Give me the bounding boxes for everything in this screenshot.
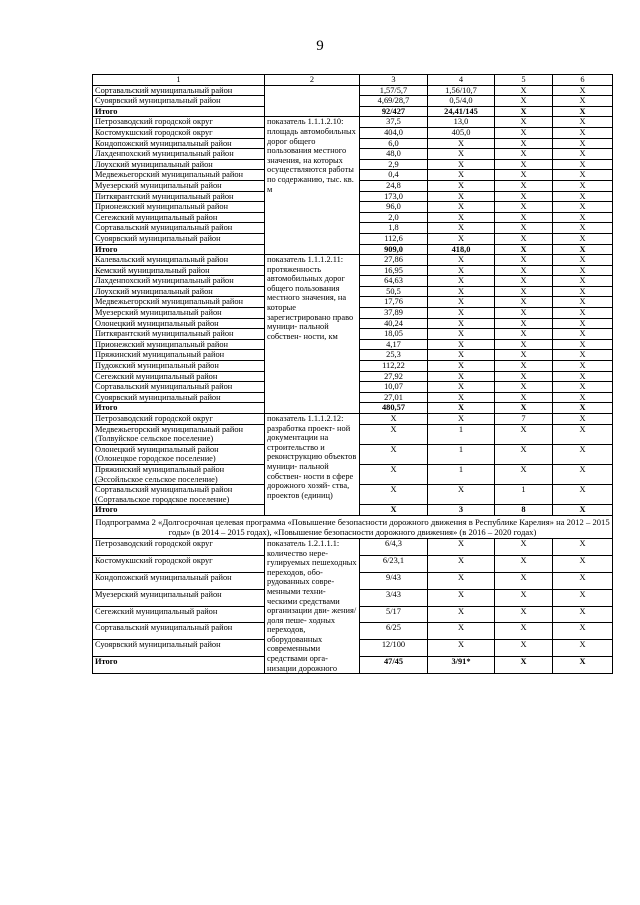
value-cell: Х	[495, 180, 553, 191]
value-cell: Х	[553, 414, 613, 425]
value-cell: Х	[495, 640, 553, 657]
district-name: Прионежский муниципальный район	[93, 339, 265, 350]
indicator-cell: показатель 1.1.1.2.11: протяженность автомобильных дорог общего пользования местного значения, на которые зарегистрировано право муници- пальной собствен- ности, км	[265, 255, 360, 414]
value-cell: 6/23,1	[360, 555, 428, 572]
value-cell: Х	[553, 212, 613, 223]
district-name: Итого	[93, 106, 265, 117]
value-cell: 8	[495, 505, 553, 516]
district-name: Сегежский муниципальный район	[93, 371, 265, 382]
value-cell: Х	[553, 392, 613, 403]
value-cell: Х	[495, 589, 553, 606]
value-cell: 27,86	[360, 255, 428, 266]
value-cell: Х	[553, 96, 613, 107]
value-cell: Х	[495, 464, 553, 484]
value-cell: Х	[428, 138, 495, 149]
value-cell: Х	[495, 424, 553, 444]
value-cell: 6/4,3	[360, 538, 428, 555]
value-cell: Х	[553, 159, 613, 170]
district-name: Сегежский муниципальный район	[93, 606, 265, 623]
value-cell: 3	[428, 505, 495, 516]
value-cell: Х	[428, 212, 495, 223]
value-cell: Х	[553, 233, 613, 244]
value-cell: Х	[553, 106, 613, 117]
value-cell: 0,4	[360, 170, 428, 181]
value-cell: Х	[428, 286, 495, 297]
district-name: Костомукшский городской округ	[93, 127, 265, 138]
district-name: Сортавальский муниципальный район	[93, 223, 265, 234]
district-name: Медвежьегорский муниципальный район	[93, 297, 265, 308]
value-cell: 173,0	[360, 191, 428, 202]
value-cell: Х	[495, 403, 553, 414]
header-cell: 4	[428, 75, 495, 86]
value-cell: 480,57	[360, 403, 428, 414]
value-cell: Х	[428, 170, 495, 181]
value-cell: Х	[495, 170, 553, 181]
value-cell: Х	[428, 202, 495, 213]
value-cell: Х	[495, 138, 553, 149]
value-cell: 27,01	[360, 392, 428, 403]
value-cell: Х	[495, 106, 553, 117]
value-cell: Х	[553, 170, 613, 181]
district-name: Пудожский муниципальный район	[93, 361, 265, 372]
district-name: Пряжинский муниципальный район (Эссойльское сельское поселение)	[93, 464, 265, 484]
value-cell: Х	[495, 444, 553, 464]
table-row	[93, 117, 613, 128]
value-cell: Х	[428, 555, 495, 572]
value-cell: 5/17	[360, 606, 428, 623]
header-cell: 1	[93, 75, 265, 86]
value-cell: 47/45	[360, 657, 428, 674]
value-cell: 9/43	[360, 572, 428, 589]
value-cell: 27,92	[360, 371, 428, 382]
value-cell: 25,3	[360, 350, 428, 361]
value-cell: 37,89	[360, 308, 428, 319]
value-cell: Х	[495, 350, 553, 361]
value-cell: Х	[495, 555, 553, 572]
value-cell: Х	[553, 329, 613, 340]
value-cell: 1,56/10,7	[428, 85, 495, 96]
district-name: Пряжинский муниципальный район	[93, 350, 265, 361]
value-cell: Х	[428, 414, 495, 425]
value-cell: Х	[495, 202, 553, 213]
value-cell: Х	[428, 180, 495, 191]
district-name: Сортавальский муниципальный район	[93, 623, 265, 640]
district-name: Калевальский муниципальный район	[93, 255, 265, 266]
value-cell: Х	[553, 361, 613, 372]
value-cell: Х	[495, 329, 553, 340]
value-cell: Х	[553, 640, 613, 657]
value-cell: Х	[428, 265, 495, 276]
value-cell: 1,8	[360, 223, 428, 234]
value-cell: Х	[495, 361, 553, 372]
header-cell: 3	[360, 75, 428, 86]
value-cell: 18,05	[360, 329, 428, 340]
value-cell: Х	[553, 657, 613, 674]
value-cell: Х	[428, 403, 495, 414]
value-cell: Х	[495, 212, 553, 223]
table-row	[93, 85, 613, 96]
value-cell: Х	[360, 464, 428, 484]
value-cell: Х	[553, 223, 613, 234]
value-cell: Х	[495, 265, 553, 276]
district-name: Сортавальский муниципальный район	[93, 382, 265, 393]
value-cell: 13,0	[428, 117, 495, 128]
value-cell: Х	[553, 444, 613, 464]
indicator-cell: показатель 1.1.1.2.10: площадь автомобильных дорог общего пользования местного значения, на которых осуществляются работы по содержанию, тыс. кв. м	[265, 117, 360, 255]
value-cell: Х	[428, 318, 495, 329]
value-cell: Х	[495, 117, 553, 128]
district-name: Муезерский муниципальный район	[93, 180, 265, 191]
value-cell: Х	[428, 572, 495, 589]
value-cell: Х	[428, 233, 495, 244]
value-cell: Х	[553, 424, 613, 444]
value-cell: Х	[495, 223, 553, 234]
value-cell: Х	[495, 286, 553, 297]
value-cell: Х	[495, 572, 553, 589]
district-name: Кондопожский муниципальный район	[93, 138, 265, 149]
district-name: Лоухский муниципальный район	[93, 286, 265, 297]
district-name: Петрозаводский городской округ	[93, 414, 265, 425]
district-name: Муезерский муниципальный район	[93, 308, 265, 319]
value-cell: 6/25	[360, 623, 428, 640]
value-cell: Х	[360, 424, 428, 444]
value-cell: Х	[428, 191, 495, 202]
subprogram-title: Подпрограмма 2 «Долгосрочная целевая программа «Повышение безопасности дорожного движения в Республике Карелия» на 2012 – 2015 годы» (в 2014 – 2015 годах), «Повышение безопасности дорожного движения» (в 2016 – 2020 годах)	[93, 515, 613, 538]
value-cell: 418,0	[428, 244, 495, 255]
value-cell: Х	[553, 149, 613, 160]
district-name: Питкярантский муниципальный район	[93, 191, 265, 202]
district-name: Сортавальский муниципальный район (Сортавальское городское поселение)	[93, 485, 265, 505]
value-cell: Х	[553, 138, 613, 149]
value-cell: Х	[553, 538, 613, 555]
value-cell: Х	[495, 538, 553, 555]
district-name: Сортавальский муниципальный район	[93, 85, 265, 96]
value-cell: Х	[553, 255, 613, 266]
value-cell: Х	[495, 159, 553, 170]
table-row	[93, 255, 613, 266]
value-cell: 24,8	[360, 180, 428, 191]
value-cell: Х	[428, 623, 495, 640]
value-cell: 0,5/4,0	[428, 96, 495, 107]
value-cell: Х	[428, 640, 495, 657]
value-cell: Х	[495, 339, 553, 350]
value-cell: 64,63	[360, 276, 428, 287]
value-cell: Х	[495, 149, 553, 160]
value-cell: 96,0	[360, 202, 428, 213]
value-cell: 1	[428, 464, 495, 484]
value-cell: 112,22	[360, 361, 428, 372]
district-name: Костомукшский городской округ	[93, 555, 265, 572]
district-name: Итого	[93, 403, 265, 414]
value-cell: Х	[495, 96, 553, 107]
district-name: Питкярантский муниципальный район	[93, 329, 265, 340]
value-cell: Х	[428, 149, 495, 160]
value-cell: Х	[553, 339, 613, 350]
value-cell: 909,0	[360, 244, 428, 255]
value-cell: 404,0	[360, 127, 428, 138]
value-cell: Х	[553, 464, 613, 484]
district-name: Олонецкий муниципальный район	[93, 318, 265, 329]
value-cell: 10,07	[360, 382, 428, 393]
value-cell: Х	[553, 265, 613, 276]
value-cell: Х	[553, 308, 613, 319]
value-cell: Х	[553, 202, 613, 213]
value-cell: Х	[553, 589, 613, 606]
value-cell: Х	[553, 244, 613, 255]
district-name: Итого	[93, 657, 265, 674]
value-cell: Х	[495, 244, 553, 255]
table-row	[93, 414, 613, 425]
indicator-cell: показатель 1.2.1.1.1: количество нере- гулируемых пешеходных переходов, обо- рудованных совре- менными техни- ческими средствами организации дви- жения/доля пеше- ходных переходов, оборудованных современными средствами орга- низации дорожного	[265, 538, 360, 673]
value-cell: Х	[428, 276, 495, 287]
district-name: Итого	[93, 244, 265, 255]
value-cell: Х	[428, 485, 495, 505]
district-name: Суоярвский муниципальный район	[93, 392, 265, 403]
value-cell: Х	[553, 382, 613, 393]
value-cell: Х	[428, 308, 495, 319]
district-name: Лоухский муниципальный район	[93, 159, 265, 170]
value-cell: Х	[428, 339, 495, 350]
value-cell: Х	[428, 382, 495, 393]
value-cell: Х	[495, 233, 553, 244]
district-name: Петрозаводский городской округ	[93, 538, 265, 555]
value-cell: Х	[495, 606, 553, 623]
district-name: Олонецкий муниципальный район (Олонецкое городское поселение)	[93, 444, 265, 464]
district-name: Суоярвский муниципальный район	[93, 233, 265, 244]
value-cell: Х	[553, 403, 613, 414]
value-cell: 3/43	[360, 589, 428, 606]
value-cell: Х	[495, 85, 553, 96]
value-cell: Х	[553, 371, 613, 382]
value-cell: Х	[428, 159, 495, 170]
value-cell: Х	[553, 623, 613, 640]
value-cell: Х	[553, 485, 613, 505]
value-cell: Х	[428, 538, 495, 555]
value-cell: 37,5	[360, 117, 428, 128]
value-cell: Х	[428, 392, 495, 403]
value-cell: Х	[553, 505, 613, 516]
value-cell: Х	[553, 572, 613, 589]
value-cell: Х	[553, 318, 613, 329]
value-cell: Х	[360, 444, 428, 464]
header-cell: 5	[495, 75, 553, 86]
value-cell: Х	[495, 297, 553, 308]
value-cell: Х	[495, 318, 553, 329]
value-cell: Х	[495, 623, 553, 640]
value-cell: Х	[553, 286, 613, 297]
value-cell: Х	[360, 414, 428, 425]
header-cell: 2	[265, 75, 360, 86]
value-cell: Х	[428, 371, 495, 382]
district-name: Медвежьегорский муниципальный район (Толвуйское сельское поселение)	[93, 424, 265, 444]
value-cell: Х	[553, 350, 613, 361]
value-cell: Х	[495, 308, 553, 319]
value-cell: Х	[360, 485, 428, 505]
table-row	[93, 538, 613, 555]
value-cell: Х	[360, 505, 428, 516]
indicator-cell: показатель 1.1.1.2.12: разработка проект- ной документации на строительство и реконструкцию объектов муници- пальной собствен- ности в сфере дорожного хозяй- ства, проектов (единиц)	[265, 414, 360, 516]
value-cell: 92/427	[360, 106, 428, 117]
value-cell: 1	[495, 485, 553, 505]
value-cell: Х	[428, 350, 495, 361]
value-cell: Х	[495, 255, 553, 266]
value-cell: Х	[428, 606, 495, 623]
value-cell: 2,0	[360, 212, 428, 223]
indicators-table	[92, 74, 613, 674]
indicator-cell	[265, 85, 360, 117]
value-cell: Х	[553, 276, 613, 287]
district-name: Суоярвский муниципальный район	[93, 640, 265, 657]
value-cell: Х	[428, 223, 495, 234]
district-name: Кондопожский муниципальный район	[93, 572, 265, 589]
value-cell: 50,5	[360, 286, 428, 297]
page-number: 9	[316, 38, 324, 54]
value-cell: 48,0	[360, 149, 428, 160]
district-name: Итого	[93, 505, 265, 516]
value-cell: Х	[428, 329, 495, 340]
value-cell: Х	[495, 371, 553, 382]
value-cell: 4,17	[360, 339, 428, 350]
value-cell: 40,24	[360, 318, 428, 329]
value-cell: Х	[553, 180, 613, 191]
value-cell: 1,57/5,7	[360, 85, 428, 96]
value-cell: 7	[495, 414, 553, 425]
district-name: Лахденпохский муниципальный район	[93, 149, 265, 160]
value-cell: 2,9	[360, 159, 428, 170]
value-cell: Х	[553, 117, 613, 128]
value-cell: Х	[495, 127, 553, 138]
value-cell: Х	[428, 297, 495, 308]
value-cell: 24,41/145	[428, 106, 495, 117]
value-cell: Х	[553, 85, 613, 96]
value-cell: Х	[495, 276, 553, 287]
value-cell: Х	[495, 191, 553, 202]
district-name: Лахденпохский муниципальный район	[93, 276, 265, 287]
district-name: Суоярвский муниципальный район	[93, 96, 265, 107]
value-cell: Х	[553, 555, 613, 572]
value-cell: Х	[553, 297, 613, 308]
value-cell: 112,6	[360, 233, 428, 244]
district-name: Муезерский муниципальный район	[93, 589, 265, 606]
value-cell: 1	[428, 444, 495, 464]
value-cell: 3/91*	[428, 657, 495, 674]
district-name: Петрозаводский городской округ	[93, 117, 265, 128]
header-row	[93, 75, 613, 86]
value-cell: Х	[428, 361, 495, 372]
district-name: Прионежский муниципальный район	[93, 202, 265, 213]
value-cell: Х	[428, 589, 495, 606]
value-cell: Х	[553, 606, 613, 623]
header-cell: 6	[553, 75, 613, 86]
value-cell: Х	[495, 382, 553, 393]
value-cell: 6,0	[360, 138, 428, 149]
value-cell: 4,69/28,7	[360, 96, 428, 107]
district-name: Кемский муниципальный район	[93, 265, 265, 276]
value-cell: Х	[495, 392, 553, 403]
value-cell: 1	[428, 424, 495, 444]
value-cell: 17,76	[360, 297, 428, 308]
value-cell: 16,95	[360, 265, 428, 276]
value-cell: Х	[553, 127, 613, 138]
value-cell: 405,0	[428, 127, 495, 138]
district-name: Сегежский муниципальный район	[93, 212, 265, 223]
value-cell: 12/100	[360, 640, 428, 657]
value-cell: Х	[553, 191, 613, 202]
district-name: Медвежьегорский муниципальный район	[93, 170, 265, 181]
value-cell: Х	[495, 657, 553, 674]
value-cell: Х	[428, 255, 495, 266]
subprogram-row	[93, 515, 613, 538]
